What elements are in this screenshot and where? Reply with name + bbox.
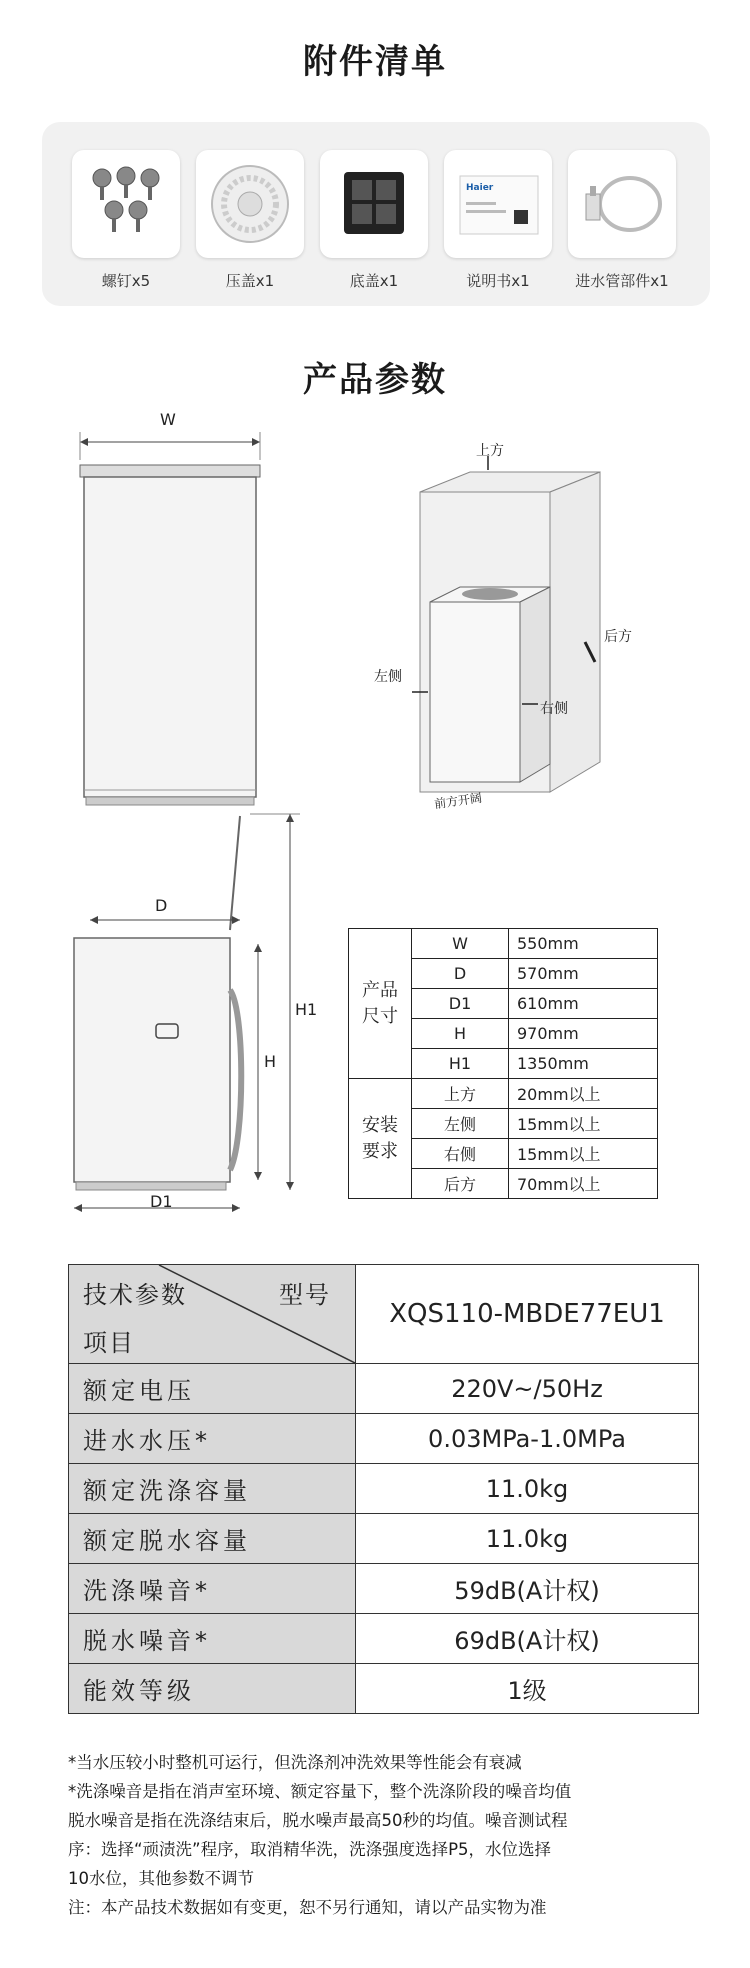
install-group-text: 安装 要求	[362, 1114, 398, 1162]
install-key: 左侧	[412, 1109, 509, 1139]
spec-value: 11.0kg	[356, 1514, 699, 1564]
manual-icon	[444, 150, 552, 258]
size-key: D	[412, 959, 509, 989]
params-title: 产品参数	[303, 360, 447, 400]
accessory-label: 进水管部件x1	[575, 272, 669, 290]
bottom-cover-icon	[320, 150, 428, 258]
accessory-label: 底盖x1	[349, 272, 399, 290]
tech-header-left: 技术参数	[83, 1281, 187, 1309]
spec-value: 69dB(A计权)	[356, 1614, 699, 1664]
spec-value: 0.03MPa-1.0MPa	[356, 1414, 699, 1464]
size-value: 610mm	[509, 989, 658, 1019]
spec-value: 1级	[356, 1664, 699, 1714]
accessories-title: 附件清单	[303, 42, 447, 82]
spec-value: 11.0kg	[356, 1464, 699, 1514]
spec-label: 能效等级	[69, 1664, 356, 1714]
install-key: 上方	[412, 1079, 509, 1109]
size-table	[348, 928, 658, 1199]
install-value: 20mm以上	[509, 1079, 658, 1109]
footnote-line: 序：选择“顽渍洗”程序，取消精华洗，洗涤强度选择P5，水位选择	[68, 1840, 552, 1859]
install-value: 70mm以上	[509, 1169, 658, 1199]
tech-header-model-label: 型号	[279, 1281, 331, 1309]
label-h: H	[264, 1052, 277, 1071]
accessory-item	[568, 150, 676, 291]
install-group-label	[349, 1079, 412, 1199]
spec-label: 洗涤噪音*	[69, 1564, 356, 1614]
label-back: 后方	[604, 629, 632, 645]
label-top: 上方	[476, 443, 504, 459]
footnotes	[68, 1748, 708, 1922]
spec-value: 220V~/50Hz	[356, 1364, 699, 1414]
tech-header-item: 项目	[83, 1329, 135, 1357]
accessory-item	[72, 150, 180, 291]
size-value: 570mm	[509, 959, 658, 989]
pressure-cover-icon	[196, 150, 304, 258]
footnote-line: 脱水噪音是指在洗涤结束后，脱水噪声最高50秒的均值。噪音测试程	[68, 1811, 568, 1830]
footnote-line: 注：本产品技术数据如有变更，恕不另行通知，请以产品实物为准	[68, 1898, 547, 1917]
manual-brand-text: Haier	[466, 183, 494, 193]
spec-label: 额定电压	[69, 1364, 356, 1414]
label-d: D	[155, 896, 168, 915]
size-key: D1	[412, 989, 509, 1019]
side-view-diagram	[70, 810, 320, 1220]
screws-icon	[72, 150, 180, 258]
size-key: H	[412, 1019, 509, 1049]
accessory-label: 螺钉x5	[101, 272, 151, 290]
label-d1: D1	[150, 1192, 173, 1211]
size-group-label	[349, 929, 412, 1079]
accessory-label: 压盖x1	[225, 272, 275, 290]
footnote-line: *当水压较小时整机可运行，但洗涤剂冲洗效果等性能会有衰减	[68, 1753, 522, 1772]
model-number: XQS110-MBDE77EU1	[356, 1265, 699, 1364]
tech-header-cell	[69, 1265, 356, 1364]
footnote-line: *洗涤噪音是指在消声室环境、额定容量下，整个洗涤阶段的噪音均值	[68, 1782, 572, 1801]
size-value: 970mm	[509, 1019, 658, 1049]
tech-table	[68, 1264, 699, 1714]
size-group-text: 产品 尺寸	[362, 979, 398, 1027]
label-left: 左侧	[374, 669, 402, 685]
spec-label: 脱水噪音*	[69, 1614, 356, 1664]
spec-label: 进水水压*	[69, 1414, 356, 1464]
spec-label: 额定脱水容量	[69, 1514, 356, 1564]
install-value: 15mm以上	[509, 1109, 658, 1139]
inlet-hose-icon	[568, 150, 676, 258]
label-front: 前方开阔	[433, 790, 483, 812]
accessory-item	[444, 150, 552, 291]
size-value: 1350mm	[509, 1049, 658, 1079]
clearance-diagram	[410, 452, 630, 812]
size-key: H1	[412, 1049, 509, 1079]
spec-label: 额定洗涤容量	[69, 1464, 356, 1514]
accessory-item	[320, 150, 428, 291]
install-key: 右侧	[412, 1139, 509, 1169]
size-value: 550mm	[509, 929, 658, 959]
front-view-diagram	[60, 410, 280, 810]
install-value: 15mm以上	[509, 1139, 658, 1169]
label-w: W	[160, 410, 176, 429]
size-key: W	[412, 929, 509, 959]
accessory-item	[196, 150, 304, 291]
accessories-panel	[42, 122, 710, 306]
label-right: 右侧	[540, 701, 568, 717]
accessory-label: 说明书x1	[466, 272, 530, 290]
spec-value: 59dB(A计权)	[356, 1564, 699, 1614]
label-h1: H1	[295, 1000, 318, 1019]
install-key: 后方	[412, 1169, 509, 1199]
footnote-line: 10水位，其他参数不调节	[68, 1869, 254, 1888]
